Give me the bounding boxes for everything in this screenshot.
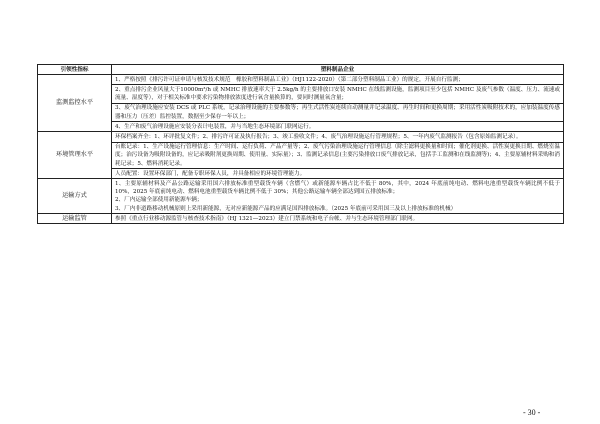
monitoring-cell-1 [112, 75, 564, 85]
table-row [38, 122, 564, 132]
management-cell-3 [112, 169, 564, 179]
cell-text: 人员配置：设置环保部门，配备专职环保人员，并具备相应的环境管理能力。 [115, 170, 306, 177]
row-label-monitoring: 监测监控水平 [38, 75, 112, 132]
row-label-supervision: 运输监管 [38, 214, 112, 224]
cell-text: 台账记录：1、生产设施运行管理信息：生产时间、运行负荷、产品产量等；2、废气污染治理设施运行管理信息（除尘滤料更换量和时间；催化剂更换、活性炭更换日期、燃烧室温度；治污设备为吸附设备的，应记录吸附剂更换周期、使用量、实际量）；3、监测记录信息(主要污染排放口废气排放记录，包括手工监测和在线监测等)；4、主要原辅材料采购和消耗记录；5、燃料消耗记录。 [115, 144, 560, 167]
cell-text: 4、生产和废气治理设施应安装分表计电装置，并与当地生态环境部门联网运行。 [115, 123, 315, 130]
cell-text: 2、厂内运输全部使用新能源车辆； [115, 197, 203, 204]
row-label-transport: 运输方式 [38, 179, 112, 214]
table-row [38, 142, 564, 169]
cell-text: 3、废气治理设施应安装 DCS 或 PLC 系统，记录治理设施的主要参数等；再生式活性炭连续自动测量并记录温度、再生时间和更换周期；采用活性炭吸附技术的，应加装温度传感器和压力（压差）监控装置，数据至少保存一年以上； [115, 105, 560, 120]
header-enterprise: 塑料制品企业 [112, 65, 564, 75]
cell-text: 参照《重点行业移动源监管与核查技术指南》（HJ 1321—2023）建立门禁系统和电子台帐、并与生态环境管理部门联网。 [115, 215, 419, 222]
row-label-management: 环境管理水平 [38, 132, 112, 179]
cell-text: 环保档案齐全：1、环评批复文件；2、排污许可证及执行报告；3、竣工验收文件；4、废气治理设施运行管理规程；5、一年内废气监测报告（包含原始监测记录）。 [115, 133, 522, 140]
cell-text: 2、重点排污企业风量大于10000m³/h 或 NMHC 排放速率大于 2.5kg/h 的主要排放口安装 NMHC 在线监测设施，监测项目至少包括 NMHC 及废气参数（温度、压力、流速或流量、湿度等），对于相关标准中要求污染物排放浓度进行氧含量换算的，要同时测量氧含量； [115, 86, 560, 102]
cell-text: 1、严格按照《排污许可证申请与核发技术规范 橡胶和塑料制品工业》（HJ1122-2020）（第二部分塑料制品工业）的规定，开展自行监测； [115, 76, 464, 83]
header-indicator: 引领性指标 [38, 65, 112, 75]
table-row [38, 214, 564, 224]
table-row [38, 132, 564, 142]
table-row [38, 169, 564, 179]
table-header-row [38, 65, 564, 75]
page-number: - 30 - [523, 408, 541, 417]
monitoring-cell-2 [112, 85, 564, 103]
management-cell-2 [112, 142, 564, 169]
monitoring-cell-4 [112, 122, 564, 132]
cell-text: 3、厂内非道路移动机械原则上采用新能源，无对应新能源产品的应满足国四排放标准。（2025 年底前可采用国三及以上排放标准的机械） [115, 205, 457, 212]
table-row [38, 103, 564, 121]
table-row [38, 179, 564, 214]
monitoring-cell-3 [112, 103, 564, 121]
management-cell-1 [112, 132, 564, 142]
cell-text: 1、主要原辅材料及产品公路运输采用国六排放标准重型载货车辆（含燃气）或新能源车辆占比不低于 80%，其中，2024 年底前纯电动、燃料电池重型载货车辆比例不低于 10%，2025 年底前纯电动、燃料电池重型载货车辆比例不低于 30%；其他公路运输车辆全部达到国五排放标准； [115, 180, 560, 196]
table-row [38, 85, 564, 103]
indicator-table [37, 64, 564, 224]
transport-cell [112, 179, 564, 214]
table-row [38, 75, 564, 85]
supervision-cell [112, 214, 564, 224]
